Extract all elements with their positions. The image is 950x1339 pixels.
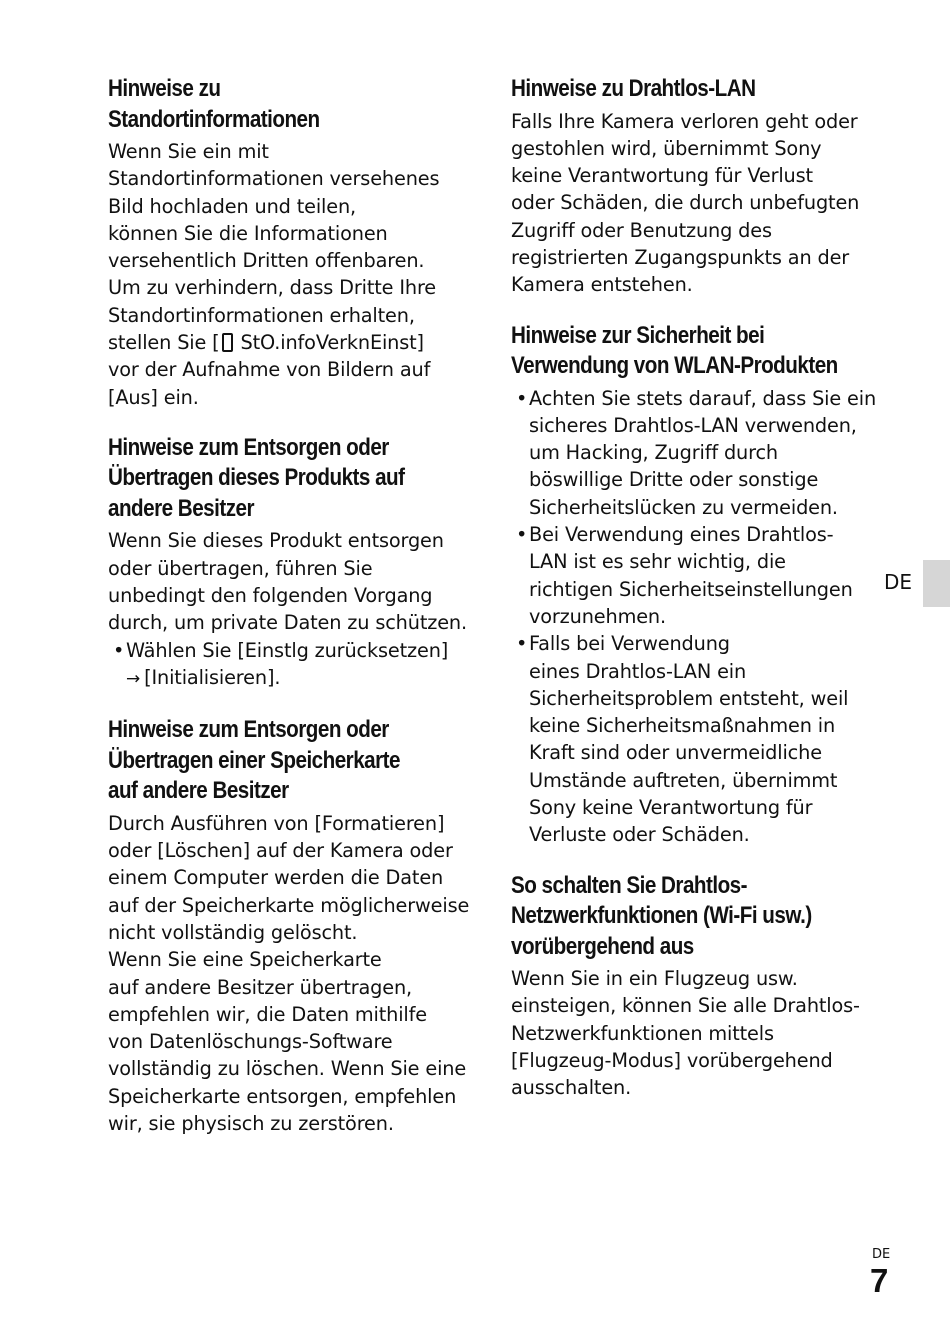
section-heading: Hinweise zur Sicherheit bei Verwendung von WLAN-Produkten xyxy=(511,321,838,380)
left-column xyxy=(108,74,480,1159)
section-body: Wenn Sie in ein Flugzeug usw. einsteigen, können Sie alle Drahtlos- Netzwerkfunktionen mittels [Flugzeug-Modus] vorübergehend ausschalten. xyxy=(511,967,860,1100)
section-body: Wenn Sie ein mit Standortinformationen versehenes Bild hochladen und teilen, können Sie die Informationen versehentlich Dritten offenbaren. Um zu verhindern, dass Dritte Ihre Standortinformationen erhalten, stellen Sie [ StO.infoVerknEinst] vor der Aufnahme von Bildern auf [Aus] ein. xyxy=(108,140,440,409)
section-body: Wenn Sie dieses Produkt entsorgen oder übertragen, führen Sie unbedingt den folgenden Vorgang durch, um private Daten zu schützen. xyxy=(108,529,467,635)
arrow-right-icon: → xyxy=(126,668,141,689)
section-dispose-product xyxy=(108,433,480,693)
bullet-list xyxy=(511,385,883,849)
section-body: Durch Ausführen von [Formatieren] oder [Löschen] auf der Kamera oder einem Computer werden die Daten auf der Speicherkarte möglicherweise nicht vollständig gelöscht. Wenn Sie eine Speicherkarte auf andere Besitzer übertragen, empfehlen wir, die Daten mithilfe von Datenlöschungs-Software vollständig zu löschen. Wenn Sie eine Speicherkarte entsorgen, empfehlen wir, sie physisch zu zerstören. xyxy=(108,811,470,1136)
bullet-list xyxy=(108,637,480,694)
bullet-icon: • xyxy=(516,386,528,410)
section-heading: Hinweise zu Drahtlos-LAN xyxy=(511,75,756,102)
right-column xyxy=(511,74,883,1124)
section-disable-wireless xyxy=(511,871,883,1102)
bullet-icon: • xyxy=(516,632,528,656)
section-heading: So schalten Sie Drahtlos- Netzwerkfunktionen (Wi-Fi usw.) vorübergehend aus xyxy=(511,871,812,960)
section-wlan-security xyxy=(511,321,883,849)
language-side-tab xyxy=(923,560,950,607)
section-heading: Hinweise zum Entsorgen oder Übertragen dieses Produkts auf andere Besitzer xyxy=(108,433,405,522)
phone-icon xyxy=(222,333,233,352)
section-heading: Hinweise zu Standortinformationen xyxy=(108,75,320,133)
section-dispose-memory-card xyxy=(108,715,480,1137)
section-heading: Hinweise zum Entsorgen oder Übertragen einer Speicherkarte auf andere Besitzer xyxy=(108,716,400,805)
list-item: • Falls bei Verwendung eines Drahtlos-LAN ein Sicherheitsproblem entsteht, weil keine Sicherheitsmaßnahmen in Kraft sind oder unvermeidliche Umstände auftreten, übernimmt Sony keine Verantwortung für Verluste oder Schäden. xyxy=(516,632,849,847)
list-item: • Wählen Sie [Einstlg zurücksetzen] → [Initialisieren]. xyxy=(108,637,480,694)
section-location-info xyxy=(108,74,480,411)
bullet-icon: • xyxy=(113,638,125,662)
page-language-code: DE xyxy=(872,1247,891,1262)
page-number: 7 xyxy=(870,1262,889,1299)
bullet-icon: • xyxy=(516,523,528,547)
list-item: • Bei Verwendung eines Drahtlos- LAN ist es sehr wichtig, die richtigen Sicherheitseinstellungen vorzunehmen. xyxy=(516,523,853,628)
section-wireless-lan xyxy=(511,74,883,299)
list-item: • Achten Sie stets darauf, dass Sie ein sicheres Drahtlos-LAN verwenden, um Hacking, Zugriff durch böswillige Dritte oder sonstige Sicherheitslücken zu vermeiden. xyxy=(516,386,877,519)
language-side-label: DE xyxy=(884,570,913,594)
section-body: Falls Ihre Kamera verloren geht oder gestohlen wird, übernimmt Sony keine Verantwortung für Verlust oder Schäden, die durch unbefugten Zugriff oder Benutzung des registrierten Zugangspunkts an der Kamera entstehen. xyxy=(511,109,860,297)
